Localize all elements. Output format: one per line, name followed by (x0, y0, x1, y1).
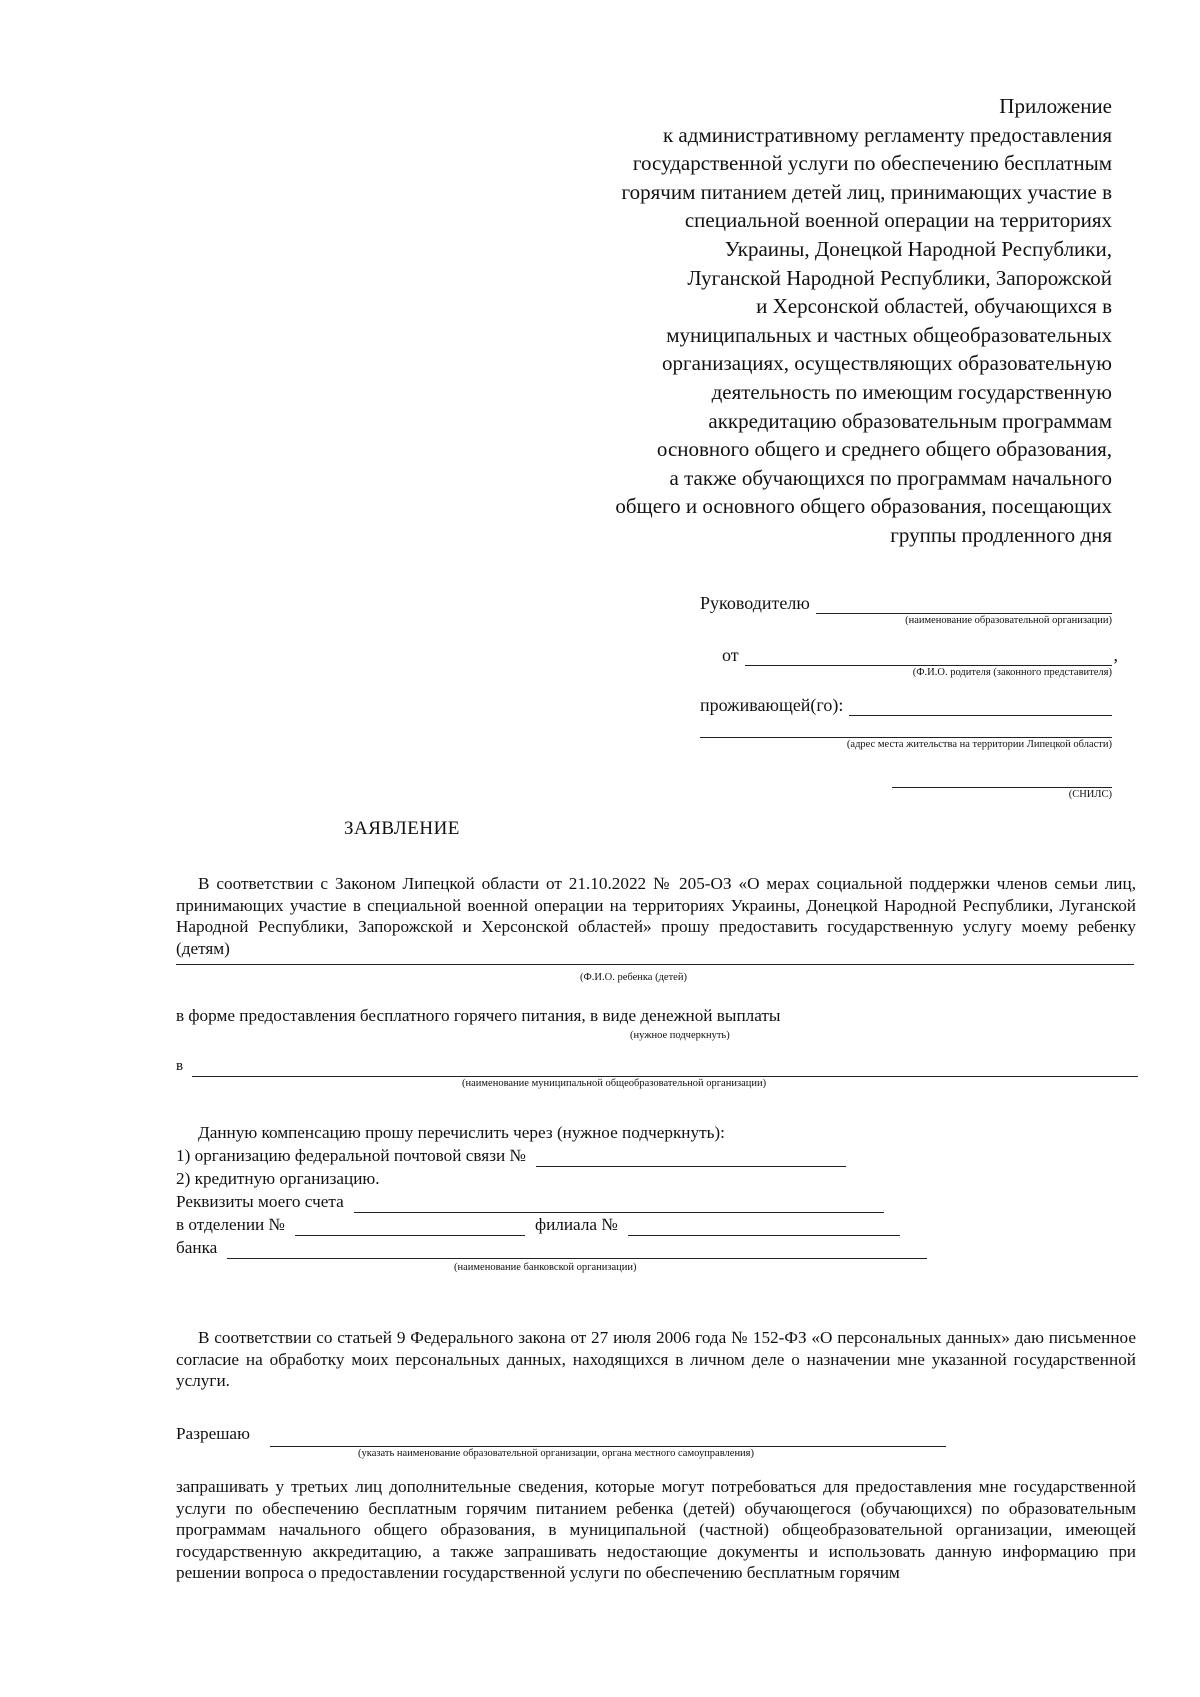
header-line: и Херсонской областей, обучающихся в (756, 294, 1112, 319)
payment-option-bank: 2) кредитную организацию. (176, 1169, 380, 1188)
account-row (176, 1190, 936, 1213)
from-comma: , (1113, 645, 1118, 665)
header-line: Украины, Донецкой Народной Республики, (724, 236, 1112, 261)
branch-label: в отделении № (176, 1215, 285, 1234)
header-line: основного общего и среднего общего образования, (656, 437, 1112, 462)
consent-paragraph (176, 1327, 1136, 1392)
in-label: в (176, 1058, 184, 1074)
bank-hint: (наименование банковской организации) (454, 1262, 637, 1273)
header-line: организациях, осуществляющих образовательную (662, 351, 1112, 376)
permit-input-line[interactable] (270, 1432, 946, 1447)
bank-label: банка (176, 1238, 218, 1257)
from-label: от (722, 645, 739, 665)
bank-row (176, 1236, 936, 1259)
header-line: муниципальных и частных общеобразовательных (666, 322, 1112, 347)
header-line: аккредитацию образовательным программам (708, 408, 1112, 433)
snils-input-line[interactable] (892, 769, 1112, 788)
address-input-line[interactable] (700, 719, 1112, 738)
payment-option-post (176, 1144, 936, 1167)
head-input-line[interactable] (816, 595, 1112, 614)
bank-input-line[interactable] (227, 1242, 927, 1259)
consent-text: В соответствии со статьей 9 Федерального закона от 27 июля 2006 года № 152-ФЗ «О персональных данных» даю письменное согласие на обработку моих персональных данных, находящихся в личном деле о назначении мне указанной государственной услуги. (176, 1328, 1136, 1390)
child-hint: (Ф.И.О. ребенка (детей) (580, 972, 687, 983)
branch-row (176, 1213, 936, 1236)
form-line: в форме предоставления бесплатного горячего питания, в виде денежной выплаты (176, 1006, 781, 1025)
header-line: к административному регламенту предоставления (662, 122, 1112, 147)
header-line: государственной услуги по обеспечению бесплатным (632, 151, 1112, 176)
statement-paragraph (176, 873, 1136, 959)
account-input-line[interactable] (354, 1196, 884, 1213)
post-option-label: 1) организацию федеральной почтовой связи № (176, 1146, 526, 1165)
from-row (700, 640, 1118, 666)
filial-label: филиала № (534, 1215, 618, 1234)
filial-input-line[interactable] (628, 1219, 900, 1236)
header-line: общего и основного общего образования, посещающих (615, 494, 1112, 519)
permit-hint: (указать наименование образовательной организации, органа местного самоуправления) (358, 1448, 755, 1459)
page-title: ЗАЯВЛЕНИЕ (344, 818, 460, 839)
post-number-input-line[interactable] (536, 1150, 846, 1167)
head-hint: (наименование образовательной организации) (905, 615, 1112, 626)
head-label: Руководителю (700, 593, 810, 613)
address-row (700, 716, 1112, 738)
account-label: Реквизиты моего счета (176, 1192, 344, 1211)
payment-block (176, 1121, 936, 1259)
header-line: деятельность по имеющим государственную (711, 379, 1112, 404)
from-hint: (Ф.И.О. родителя (законного представителя) (912, 667, 1112, 678)
statement-text: В соответствии с Законом Липецкой области от 21.10.2022 № 205-ОЗ «О мерах социальной поддержки членов семьи лиц, принимающих участие в специальной военной операции на территориях Украины, Донецкой Народной Республики, Луганской Народной Республики, Запорожской и Херсонской областей» прошу предоставить государственную услугу моему ребенку (детям) (176, 874, 1136, 958)
permit-label: Разрешаю (176, 1424, 250, 1443)
residing-label: проживающей(го): (700, 695, 844, 715)
snils-hint: (СНИЛС) (1068, 789, 1112, 800)
request-paragraph: запрашивать у третьих лиц дополнительные сведения, которые могут потребоваться для предоставления мне государственной услуги по обеспечению бесплатным горячим питанием ребенка (детей) обучающегося (обучающихся) по образовательным программам начального общего образования, в муниципальной (частной) общеобразовательной организации, имеющей государственную аккредитацию, а также запрашивать недостающие документы и использовать данную информацию при решении вопроса о предоставлении государственной услуги по обеспечению бесплатным горячим (176, 1477, 1136, 1582)
header-line: специальной военной операции на территориях (684, 208, 1112, 233)
appendix-header (512, 92, 1112, 550)
addressee-block (700, 588, 1118, 802)
header-line: горячим питанием детей лиц, принимающих участие в (621, 179, 1112, 204)
head-row (700, 588, 1112, 614)
organization-hint: (наименование муниципальной общеобразовательной организации) (462, 1078, 767, 1089)
residing-row (700, 690, 1112, 716)
from-input-line[interactable] (745, 647, 1112, 666)
organization-input-line[interactable] (192, 1060, 1138, 1077)
child-name-line[interactable] (176, 964, 1134, 965)
header-line: Луганской Народной Республики, Запорожской (687, 265, 1112, 290)
branch-input-line[interactable] (295, 1219, 525, 1236)
residing-input-line[interactable] (849, 697, 1112, 716)
header-line: а также обучающихся по программам начального (669, 465, 1112, 490)
address-hint: (адрес места жительства на территории Липецкой области) (846, 739, 1112, 750)
snils-row (700, 752, 1112, 788)
header-line: группы продленного дня (890, 522, 1112, 547)
payment-intro: Данную компенсацию прошу перечислить через (нужное подчеркнуть): (198, 1123, 725, 1142)
header-line: Приложение (999, 94, 1112, 118)
form-hint: (нужное подчеркнуть) (630, 1030, 730, 1041)
